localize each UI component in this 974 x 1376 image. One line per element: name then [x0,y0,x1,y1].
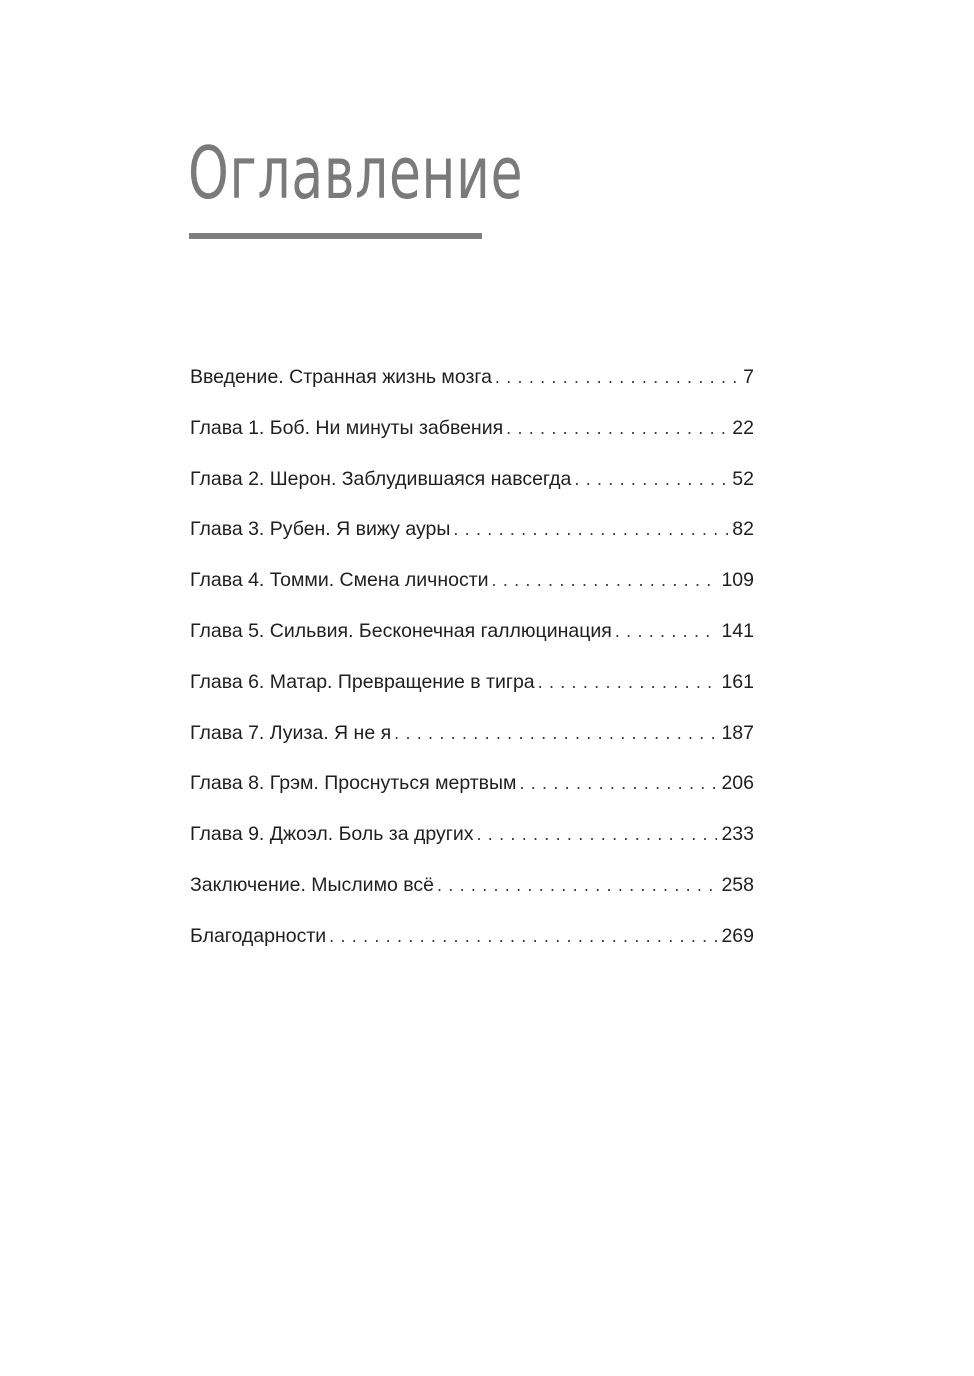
toc-dot-leader [574,469,728,490]
toc-entry-label: Глава 4. Томми. Смена личности [190,569,489,592]
toc-entry-label: Глава 1. Боб. Ни минуты забвения [190,416,504,439]
toc-entry-chapter-1[interactable] [190,417,754,468]
toc-dot-leader [495,367,739,388]
toc-dot-leader [615,621,718,642]
toc-entry-page: 187 [721,721,754,744]
toc-dot-leader [519,773,717,794]
toc-entry-page: 233 [721,823,754,846]
toc-entry-page: 206 [721,772,754,795]
toc-entry-page: 258 [721,873,754,896]
toc-entry-label: Глава 5. Сильвия. Бесконечная галлюцинация [190,619,612,642]
toc-entry-label: Глава 2. Шерон. Заблудившаяся навсегда [190,467,572,490]
title-underline [189,233,482,239]
toc-entry-chapter-2[interactable] [190,468,754,519]
toc-title: Оглавление [188,131,524,215]
toc-entry-page: 52 [732,467,754,490]
toc-entry-label: Глава 3. Рубен. Я вижу ауры [190,518,451,541]
toc-dot-leader [394,723,717,744]
toc-dot-leader [437,875,717,896]
toc-entry-chapter-6[interactable] [190,671,754,722]
toc-list [190,366,754,976]
toc-dot-leader [329,926,717,947]
toc-entry-chapter-3[interactable] [190,518,754,569]
toc-entry-chapter-4[interactable] [190,569,754,620]
toc-entry-introduction[interactable] [190,366,754,417]
toc-dot-leader [453,519,728,540]
toc-entry-label: Заключение. Мыслимо всё [190,873,434,896]
toc-entry-page: 22 [732,416,754,439]
toc-entry-acknowledgements[interactable] [190,925,754,976]
toc-entry-chapter-9[interactable] [190,823,754,874]
toc-entry-page: 82 [732,518,754,541]
toc-entry-page: 161 [721,670,754,693]
toc-entry-label: Глава 7. Луиза. Я не я [190,721,392,744]
toc-entry-label: Введение. Странная жизнь мозга [190,366,492,388]
toc-entry-chapter-7[interactable] [190,722,754,773]
toc-entry-chapter-5[interactable] [190,620,754,671]
toc-dot-leader [538,672,718,693]
toc-dot-leader [476,824,717,845]
toc-entry-page: 141 [721,619,754,642]
toc-entry-page: 109 [721,569,754,592]
toc-entry-conclusion[interactable] [190,874,754,925]
toc-entry-page: 7 [743,366,754,388]
toc-dot-leader [506,418,728,439]
toc-entry-page: 269 [721,924,754,947]
toc-entry-chapter-8[interactable] [190,772,754,823]
toc-entry-label: Глава 8. Грэм. Проснуться мертвым [190,772,517,795]
toc-entry-label: Глава 9. Джоэл. Боль за других [190,823,474,846]
toc-entry-label: Глава 6. Матар. Превращение в тигра [190,670,535,693]
toc-entry-label: Благодарности [190,924,327,947]
toc-dot-leader [492,570,718,591]
